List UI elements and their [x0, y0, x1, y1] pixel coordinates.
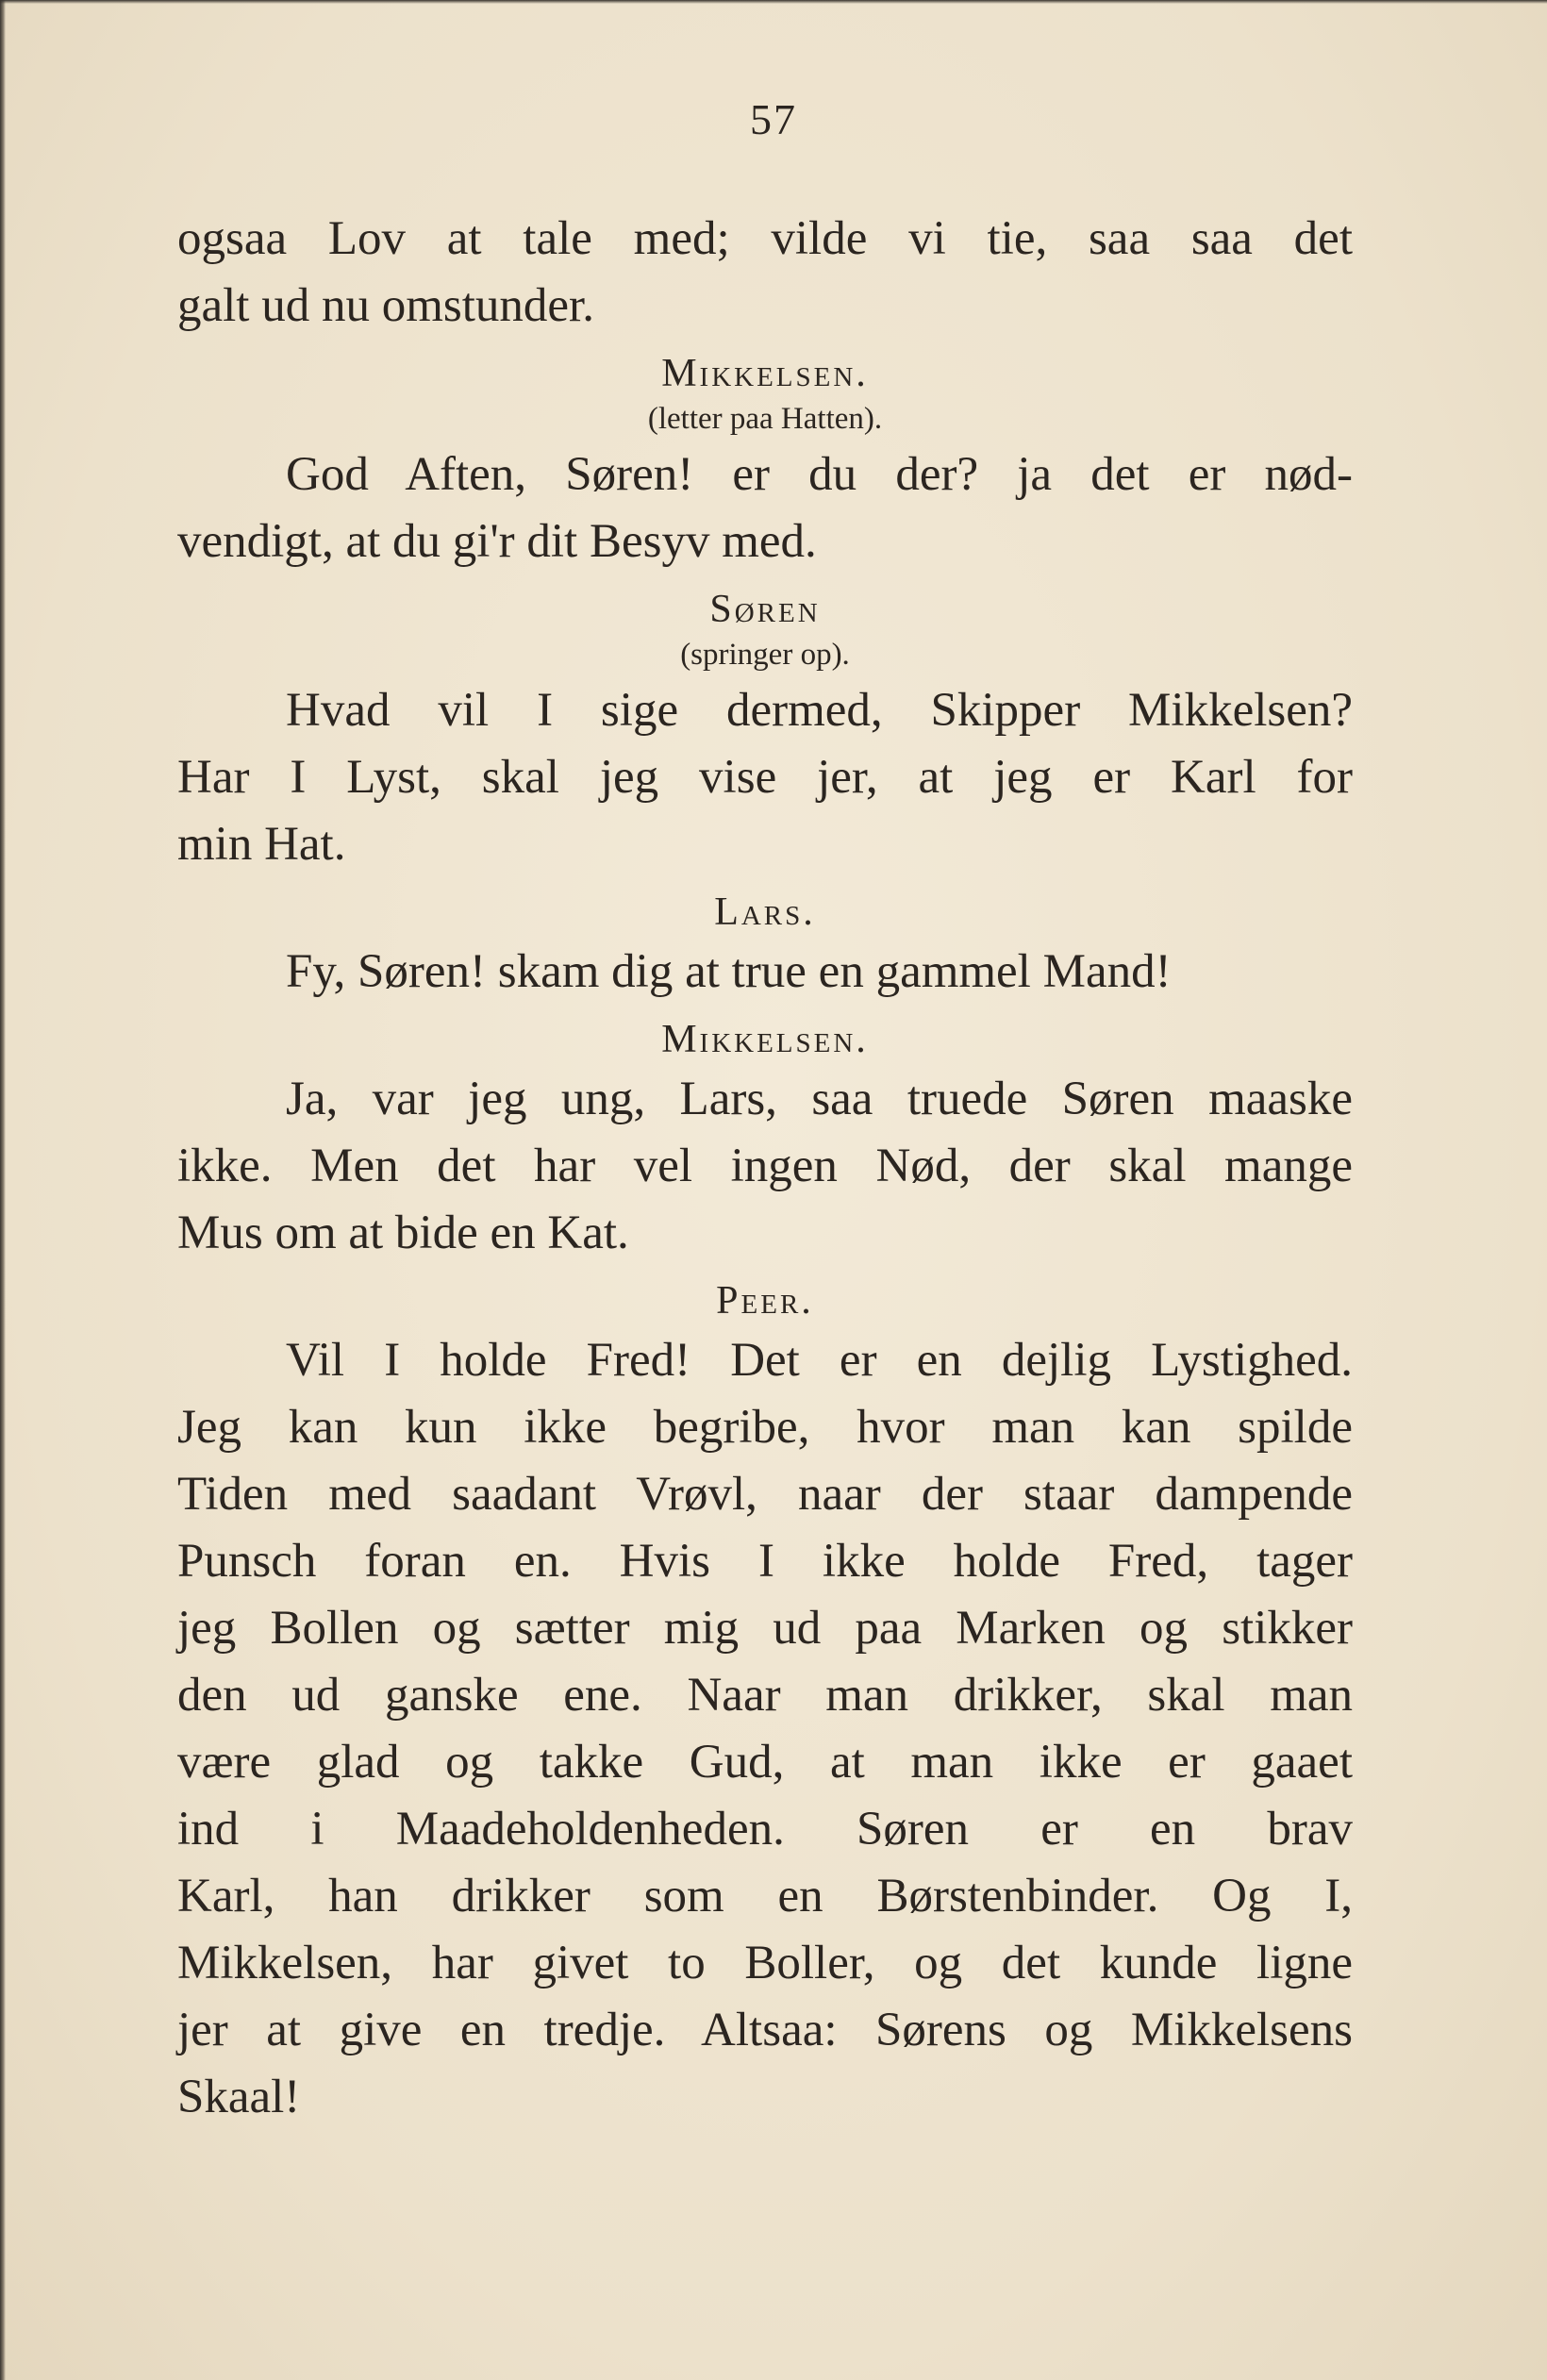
text-line: Punsch foran en. Hvis I ikke holde Fred, tager [177, 1535, 1353, 1588]
stage-direction: (letter paa Hatten). [647, 402, 883, 436]
text-line: Fy, Søren! skam dig at true en gammel Mand! [286, 945, 1172, 998]
speaker-name: Mikkelsen. [661, 1018, 869, 1061]
dialogue-paragraph [177, 939, 1353, 1006]
speaker-name: Mikkelsen. [661, 352, 869, 395]
page-number: 57 [750, 95, 797, 143]
text-line: Karl, han drikker som en Børstenbinder. Og I, [177, 1870, 1353, 1922]
text-line: jer at give en tredje. Altsaa: Sørens og Mikkelsens [177, 2004, 1353, 2056]
stage-direction: (springer op). [680, 638, 850, 672]
text-line: ikke. Men det har vel ingen Nød, der skal mange [177, 1140, 1353, 1192]
text-line: jeg Bollen og sætter mig ud paa Marken og stikker [177, 1602, 1353, 1655]
text-line: den ud ganske ene. Naar man drikker, skal man [177, 1669, 1353, 1722]
text-line: ind i Maadeholdenheden. Søren er en brav [177, 1803, 1353, 1856]
text-line: Ja, var jeg ung, Lars, saa truede Søren maaske [286, 1073, 1353, 1125]
text-line: ogsaa Lov at tale med; vilde vi tie, saa saa det [177, 212, 1353, 265]
text-line: Vil I holde Fred! Det er en dejlig Lystighed. [286, 1334, 1353, 1387]
text-line: vendigt, at du gi'r dit Besyv med. [177, 515, 817, 568]
dialogue-paragraph [177, 206, 1353, 340]
text-line: Skaal! [177, 2071, 301, 2123]
text-line: God Aften, Søren! er du der? ja det er nød- [286, 448, 1353, 501]
dialogue-paragraph [177, 1327, 1353, 2131]
page-edge-top [0, 0, 1547, 4]
text-line: min Hat. [177, 818, 346, 871]
page-edge-left [0, 0, 6, 2380]
text-line: Mikkelsen, har givet to Boller, og det kunde ligne [177, 1937, 1353, 1989]
dialogue-paragraph [177, 1066, 1353, 1267]
text-line: Mus om at bide en Kat. [177, 1207, 629, 1259]
speaker-name: Peer. [716, 1279, 814, 1323]
text-line: Har I Lyst, skal jeg vise jer, at jeg er Karl for [177, 751, 1353, 804]
text-line: være glad og takke Gud, at man ikke er gaaet [177, 1736, 1353, 1789]
speaker-name: Lars. [714, 890, 816, 934]
text-line: Tiden med saadant Vrøvl, naar der staar dampende [177, 1468, 1353, 1521]
dialogue-paragraph [177, 441, 1353, 575]
dialogue-paragraph [177, 677, 1353, 878]
text-line: galt ud nu omstunder. [177, 279, 594, 332]
text-line: Jeg kan kun ikke begribe, hvor man kan spilde [177, 1401, 1353, 1454]
text-line: Hvad vil I sige dermed, Skipper Mikkelsen? [286, 684, 1353, 737]
play-text [177, 206, 1353, 2131]
speaker-name: Søren [709, 588, 821, 631]
